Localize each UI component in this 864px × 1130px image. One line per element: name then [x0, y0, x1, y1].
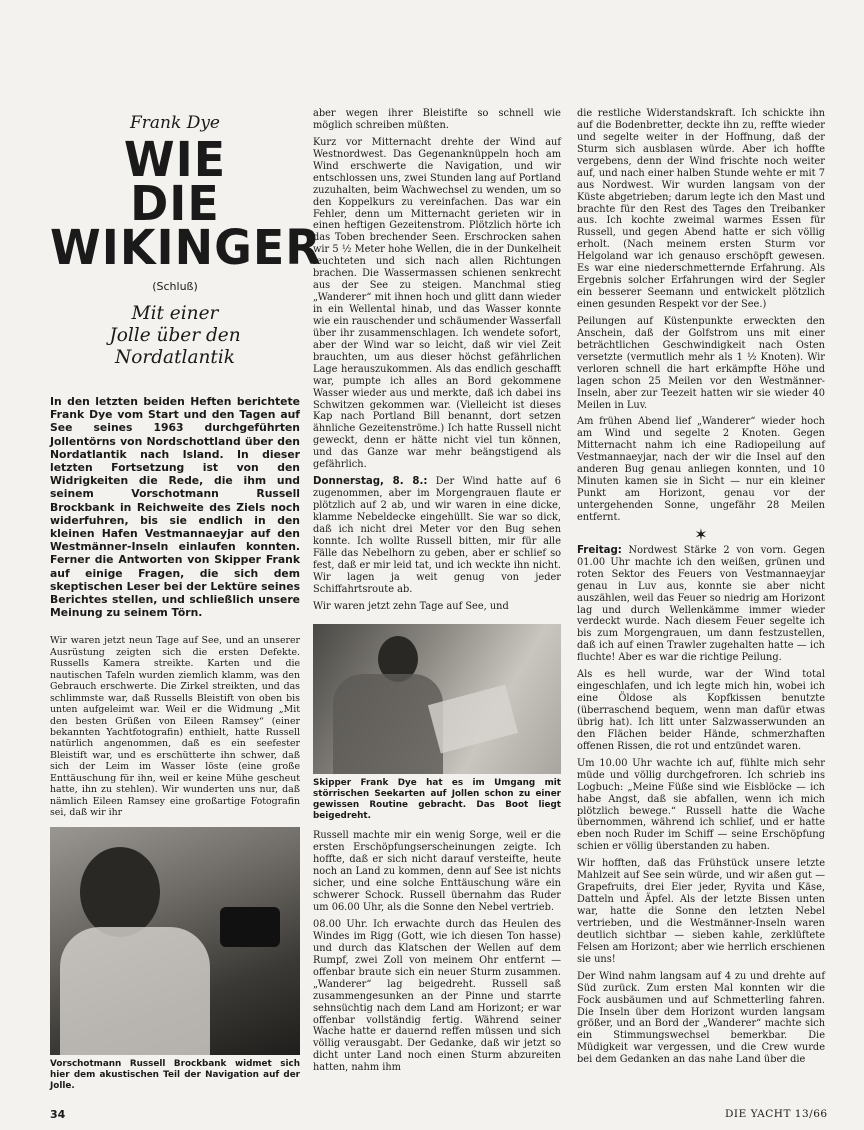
body-paragraph: die restliche Widerstandskraft. Ich schickte ihn auf die Bodenbretter, deckte ihn zu, reffte wieder und segelte weiter in der Hoffnung, daß der Sturm sich ausblasen würde. Aber ich hoffte vergebens, denn der Wind frischte noch weiter auf, und nach einer halben Stunde wehte er mit 7 aus Nordwest. Wir wurden langsam von der Küste abgetrieben; darum legte ich den Mast und brachte für den Rest des Tages den Treibanker aus. Ich kochte zweimal warmes Essen für Russell, und gegen Abend hatte er sich völlig erholt. (Nach meinem ersten Sturm vor Helgoland war ich genauso erschöpft gewesen. Es war eine niederschmetternde Erfahrung. Als Ergebnis solcher Erfahrungen wird der Segler ein besserer Seemann und entwickelt plötzlich einen gesunden Respekt vor der See.)	[577, 108, 825, 310]
body-paragraph: Als es hell wurde, war der Wind total eingeschlafen, und ich legte mich hin, wobei ich eine Öldose als Kopfkissen benutzte (überraschend bequem, wenn man dafür etwas übrig hat). Ich litt unter Salzwasserwunden an den Flächen beider Hände, schmerzhaften offenen Rissen, die rot und entzündet waren.	[577, 669, 825, 752]
body-paragraph	[577, 545, 825, 664]
headline-line-3: WIKINGER	[50, 219, 322, 276]
magazine-issue: DIE YACHT 13/66	[725, 1108, 828, 1120]
dateline-friday: Freitag:	[577, 544, 622, 556]
body-paragraph: Kurz vor Mitternacht drehte der Wind auf Westnordwest. Das Gegenanknüppeln hoch am Wind erschwerte die Navigation, und wir entschlossen uns, zwei Stunden lang auf Portland zuzuhalten, beim Wachwechsel zu wenden, um so den Koppelkurs zu vereinfachen. Das war ein Fehler, denn um Mitternacht gerieten wir in einen heftigen Gezeitenstrom. Plötzlich hörte ich das Toben brechender Seen. Erschrocken sahen wir 5 ½ Meter hohe Wellen, die in der Dunkelheit leuchteten und sich nach allen Richtungen brachen. Die Wassermassen schienen senkrecht aus der See zu steigen. Manchmal stieg „Wanderer“ mit ihnen hoch und glitt dann wieder in ein Wellental hinab, und das Wasser konnte wie ein rauschender und schäumender Wasserfall über ihr zusammenschlagen. Ich wendete sofort, aber der Wind war so leicht, daß wir viel Zeit brauchten, um aus dieser höchst gefährlichen Lage herauszukommen. Als das endlich geschafft war, pumpte ich alles an Bord gekommene Wasser wieder aus und merkte, daß ich dabei ins Schwitzen gekommen war. (Vielleicht ist dieses Kap nach Portland Bill benannt, dort setzen ähnliche Gezeitenströme.) Ich hatte Russell nicht geweckt, denn er hätte nicht viel tun können, und das Ganze war mehr beängstigend als gefährlich.	[313, 136, 561, 471]
photo-caption-2: Skipper Frank Dye hat es im Umgang mit störrischen Seekarten auf Jollen schon zu einer gewissen Routine gebracht. Das Boot liegt beigedreht.	[313, 778, 561, 822]
headline-line-2: DIE	[130, 175, 220, 232]
photo-figure-body	[60, 927, 210, 1055]
body-paragraph: 08.00 Uhr. Ich erwachte durch das Heulen des Windes im Rigg (Gott, wie ich diesen Ton hasse) und durch das Klatschen der Wellen auf dem Rumpf, zwei Zoll von meinem Ohr entfernt — offenbar braute sich ein neuer Sturm zusammen. „Wanderer“ lag beigedreht. Russell saß zusammengesunken an der Pinne und starrte sehnsüchtig nach dem Land am Horizont; er war offenbar vollständig fertig. Während seiner Wache hatte er dauernd reffen müssen und sich völlig verausgabt. Der Gedanke, daß wir jetzt so dicht unter Land noch einen Sturm abzureiten hatten, nahm ihm	[313, 919, 561, 1074]
photo-russell-navigation	[50, 827, 300, 1055]
photo-figure-head	[80, 847, 160, 937]
subtitle-line-2: Jolle über den	[109, 324, 241, 346]
subtitle	[50, 303, 300, 369]
photo-caption-1: Vorschotmann Russell Brockbank widmet sich hier dem akustischen Teil der Navigation auf der Jolle.	[50, 1058, 300, 1091]
photo-skipper-chart	[313, 624, 561, 774]
body-paragraph	[313, 476, 561, 595]
conclusion-note: (Schluß)	[152, 280, 198, 294]
body-paragraph: Um 10.00 Uhr wachte ich auf, fühlte mich sehr müde und völlig durchgefroren. Ich schrieb ins Logbuch: „Meine Füße sind wie Eisblöcke — ich habe Angst, daß sie abfallen, wenn ich mich plötzlich bewege.“ Russell hatte die Wache übernommen, während ich schlief, und er hatte eben noch Ruder im Schiff — seine Erschöpfung schien er völlig überstanden zu haben.	[577, 757, 825, 853]
body-paragraph: aber wegen ihrer Bleistifte so schnell wie möglich schreiben müßten.	[313, 108, 561, 131]
subtitle-line-1: Mit einer	[131, 302, 219, 324]
body-paragraph: Peilungen auf Küstenpunkte erweckten den Anschein, daß der Golfstrom uns mit einer beträchtlichen Geschwindigkeit nach Osten versetzte (vermutlich mehr als 1 ½ Knoten). Wir verloren schnell die hart erkämpfte Höhe und lagen schon 25 Meilen vor den Westmänner-Inseln, aber zur Teezeit hatten wir sie wieder 40 Meilen in Luv.	[577, 315, 825, 411]
lead-paragraph: In den letzten beiden Heften berichtete Frank Dye vom Start und den Tagen auf See seines 1963 durchgeführten Jollentörns von Nordschottland über den Nordatlantik nach Island. In dieser letzten Fortsetzung ist von den Widrigkeiten die Rede, die ihm und seinem Vorschotmann Russell Brockbank in Reichweite des Ziels noch widerfuhren, bis sie endlich in den kleinen Hafen Vestmannaeyjar auf den Westmänner-Inseln einlaufen konnten. Ferner die Antworten von Skipper Frank auf einige Fragen, die sich dem skeptischen Leser bei der Lektüre seines Berichtes stellen, und schließlich unsere Meinung zu seinem Törn.	[50, 394, 300, 620]
page-number: 34	[50, 1108, 66, 1121]
photo-figure-body	[333, 674, 443, 774]
body-paragraph: Russell machte mir ein wenig Sorge, weil er die ersten Erschöpfungserscheinungen zeigte. Ich hoffte, daß er sich nicht darauf versteifte, heute noch an Land zu kommen, denn auf See ist nichts sicher, und eine solche Enttäuschung wäre ein schwerer Schock. Russell übernahm das Ruder um 06.00 Uhr, als die Sonne den Nebel vertrieb.	[313, 830, 561, 914]
body-paragraph: Wir waren jetzt neun Tage auf See, und an unserer Ausrüstung zeigten sich die ersten Defekte. Russells Kamera streikte. Karten und die nautischen Tafeln wurden ziemlich klamm, was den Gebrauch erschwerte. Die Zirkel streikten, und das schlimmste war, daß Russells Bleistift von oben bis unten aufgeleimt war. Weil er die Widmung „Mit den besten Grüßen von Eileen Ramsey“ (einer bekannten Yachtfotografin) enthielt, hatte Russell natürlich angenommen, daß es ein seefester Bleistift war, und es erschütterte ihn schwer, daß sich der Leim im Wasser löste (eine große Enttäuschung für ihn, weil er keine Mühe gescheut hatte, ihn zu stehlen). Wir wunderten uns nur, daß nämlich Eileen Ramsey eine großartige Fotografin sei, daß wir ihr	[50, 635, 300, 819]
body-text: Der Wind hatte auf 6 zugenommen, aber im Morgengrauen flaute er plötzlich auf 2 ab, und wir waren in eine dicke, klamme Nebeldecke eingehüllt. Sie war so dick, daß ich nicht drei Meter vor den Bug sehen konnte. Ich wollte Russell bitten, mir für alle Fälle das Nebelhorn zu geben, aber er schlief so fest, daß er mir leid tat, und ich weckte ihn nicht. Wir lagen ja weit genug von jeder Schiffahrtsroute ab.	[313, 476, 561, 595]
column-2	[313, 108, 561, 1079]
body-paragraph: Am frühen Abend lief „Wanderer“ wieder hoch am Wind und segelte 2 Knoten. Gegen Mitternacht nahm ich eine Radiopeilung auf Vestmannaeyjar, nach der wir die Insel auf den anderen Bug genau anliegen konnten, und 10 Minuten kamen sie in Sicht — nur ein kleiner Punkt am Horizont, genau vor der untergehenden Sonne, ungefähr 28 Meilen entfernt.	[577, 416, 825, 523]
body-paragraph: Wir waren jetzt zehn Tage auf See, und	[313, 600, 509, 612]
column-3	[577, 108, 825, 1071]
author-name: Frank Dye	[129, 113, 220, 133]
body-paragraph: Der Wind nahm langsam auf 4 zu und drehte auf Süd zurück. Zum ersten Mal konnten wir die Fock ausbäumen und auf Schmetterling fahren. Die Inseln über dem Horizont wurden langsam größer, und an Bord der „Wanderer“ machte sich ein Stimmungswechsel bemerkbar. Die Müdigkeit war vergessen, und die Crew wurde bei dem Gedanken an das nahe Land über die	[577, 970, 825, 1066]
photo-radio-device	[220, 907, 280, 947]
body-text: Nordwest Stärke 2 von vorn. Gegen 01.00 Uhr machte ich den weißen, grünen und roten Sektor des Feuers von Vestmannaeyjar genau in Luv aus, konnte sie aber nicht auszählen, weil das Feuer so niedrig am Horizont lag und durch Wellenkämme immer wieder verdeckt wurde. Nach diesem Feuer segelte ich bis zum Morgengrauen, um dann festzustellen, daß ich auf einen Trawler zugehalten hatte — ich fluchte! Aber es war die richtige Peilung.	[577, 544, 825, 664]
column-1	[50, 108, 322, 1100]
subtitle-line-3: Nordatlantik	[115, 346, 235, 368]
body-paragraph: Wir hofften, daß das Frühstück unsere letzte Mahlzeit auf See sein würde, und wir aßen gut — Grapefruits, drei Eier jeder, Ryvita und Käse, Datteln und Äpfel. Als der letzte Bissen unten war, hatte die Sonne den letzten Nebel vertrieben, und die Westmänner-Inseln waren deutlich sichtbar — sieben kahle, zerklüftete Felsen am Horizont; aber wie herrlich erschienen sie uns!	[577, 858, 825, 965]
section-star-icon: ✶	[694, 524, 708, 544]
headline-line-1: WIE	[123, 131, 227, 188]
dateline-thursday: Donnerstag, 8. 8.:	[313, 476, 428, 488]
